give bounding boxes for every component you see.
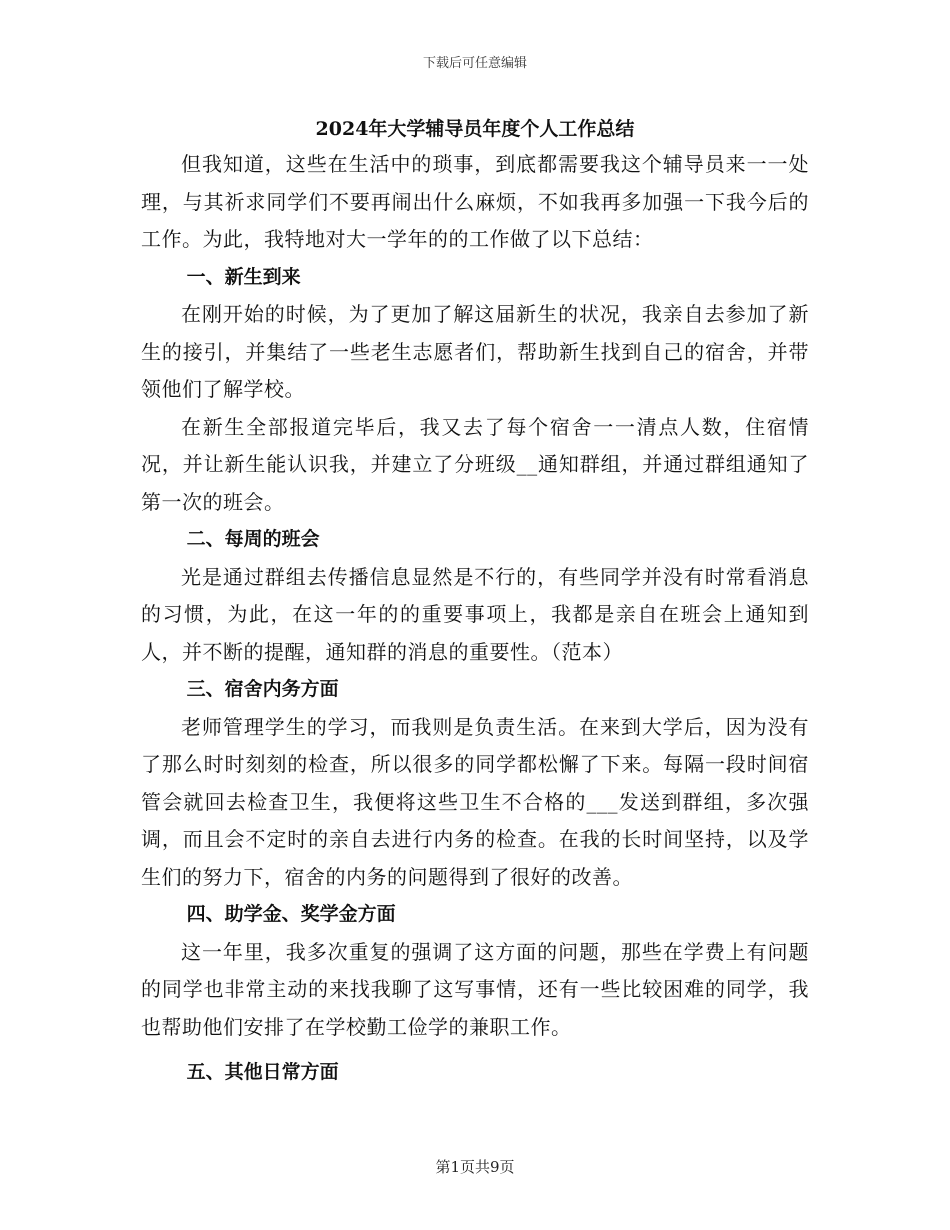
section-heading-5: 五、其他日常方面	[186, 1061, 339, 1083]
header-note: 下载后可任意编辑	[422, 56, 527, 71]
intro-paragraph: 但我知道，这些在生活中的琐事，到底都需要我这个辅导员来一一处理，与其祈求同学们不要再闹出什么麻烦，不如我再多加强一下我今后的工作。为此，我特地对大一学年的的工作做了以下总结：	[141, 152, 809, 251]
document-body	[141, 146, 809, 1092]
section-1-paragraph-1: 在刚开始的时候，为了更加了解这届新生的状况，我亲自去参加了新生的接引，并集结了一些老生志愿者们，帮助新生找到自己的宿舍，并带领他们了解学校。	[141, 302, 809, 401]
section-3-paragraph: 老师管理学生的学习，而我则是负责生活。在来到大学后，因为没有了那么时时刻刻的检查，所以很多的同学都松懈了下来。每隔一段时间宿管会就回去检查卫生，我便将这些卫生不合格的___发送到群组，多次强调，而且会不定时的亲自去进行内务的检查。在我的长时间坚持，以及学生们的努力下，宿舍的内务的问题得到了很好的改善。	[141, 714, 809, 889]
section-1-paragraph-2: 在新生全部报道完毕后，我又去了每个宿舍一一清点人数，住宿情况，并让新生能认识我，并建立了分班级__通知群组，并通过群组通知了第一次的班会。	[141, 414, 809, 514]
section-4-paragraph: 这一年里，我多次重复的强调了这方面的问题，那些在学费上有问题的同学也非常主动的来找我聊了这写事情，还有一些比较困难的同学，我也帮助他们安排了在学校勤工俭学的兼职工作。	[141, 939, 809, 1039]
section-heading-2: 二、每周的班会	[186, 528, 320, 550]
spacer	[141, 1046, 809, 1054]
document-title: 2024年大学辅导员年度个人工作总结	[315, 118, 635, 140]
section-2-paragraph: 光是通过群组去传播信息显然是不行的，有些同学并没有时常看消息的习惯，为此，在这一年的的重要事项上，我都是亲自在班会上通知到人，并不断的提醒，通知群的消息的重要性。（范本）	[141, 564, 809, 664]
section-heading-3: 三、宿舍内务方面	[186, 678, 339, 700]
section-heading-4: 四、助学金、奖学金方面	[186, 903, 396, 925]
page-number-footer: 第1页共9页	[435, 1158, 515, 1176]
section-heading-1: 一、新生到来	[186, 265, 301, 288]
